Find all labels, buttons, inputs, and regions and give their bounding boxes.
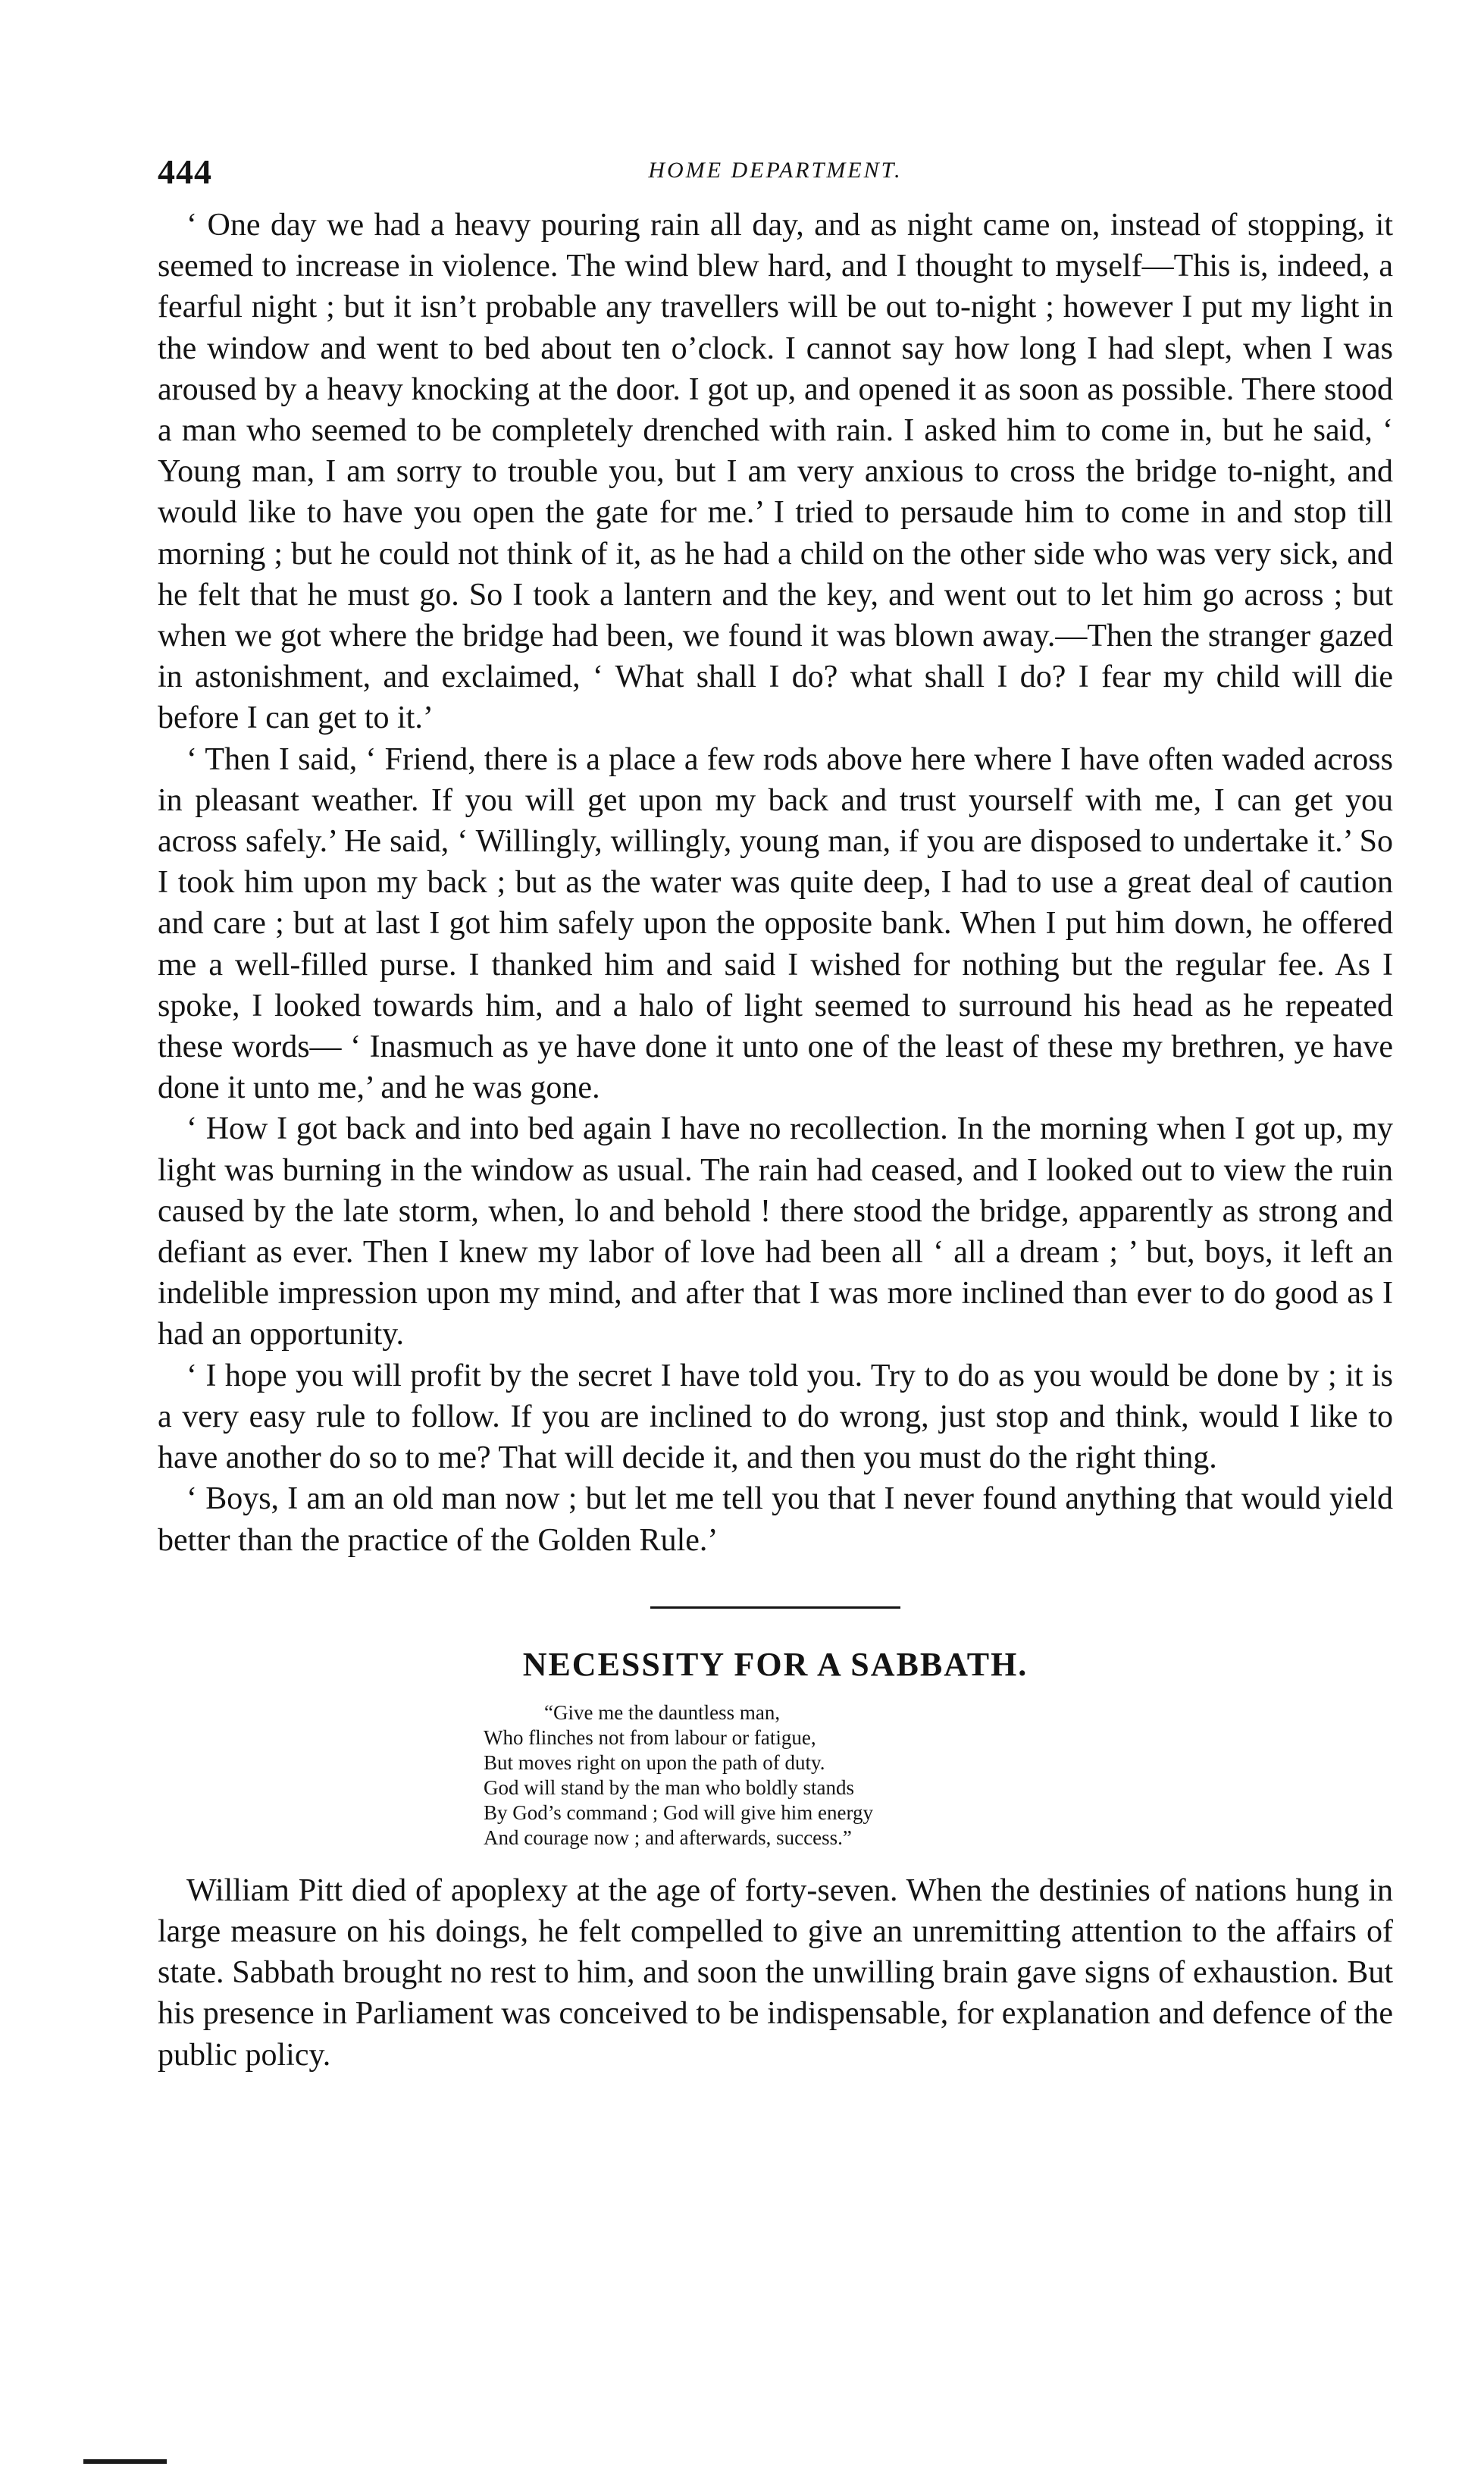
epigraph-line: And courage now ; and afterwards, success.” — [484, 1825, 852, 1849]
section-divider — [650, 1606, 900, 1609]
epigraph-line: By God’s command ; God will give him energy — [484, 1800, 873, 1824]
epigraph — [484, 1700, 1393, 1851]
footer-rule — [83, 2459, 167, 2464]
epigraph-line: But moves right on upon the path of duty. — [484, 1750, 825, 1774]
story-paragraph: ‘ One day we had a heavy pouring rain all day, and as night came on, instead of stopping, it seemed to increase in violence. The wind blew hard, and I thought to myself—This is, indeed, a fearful night ; but it isn’t probable any travellers will be out to-night ; however I put my light in the window and went to bed about ten o’clock. I cannot say how long I had slept, when I was aroused by a heavy knocking at the door. I got up, and opened it as soon as possible. There stood a man who seemed to be completely drenched with rain. I asked him to come in, but he said, ‘ Young man, I am sorry to trouble you, but I am very anxious to cross the bridge to-night, and would like to have you open the gate for me.’ I tried to persaude him to come in and stop till morning ; but he could not think of it, as he had a child on the other side who was very sick, and he felt that he must go. So I took a lantern and the key, and went out to let him go across ; but when we got where the bridge had been, we found it was blown away.—Then the stranger gazed in astonishment, and exclaimed, ‘ What shall I do? what shall I do? I fear my child will die before I can get to it.’ — [158, 208, 1393, 736]
running-head: HOME DEPARTMENT. — [648, 158, 903, 183]
page-number: 444 — [158, 152, 212, 191]
epigraph-line: “Give me the dauntless man, — [544, 1700, 781, 1724]
epigraph-line: God will stand by the man who boldly stands — [484, 1775, 854, 1799]
section-paragraph: William Pitt died of apoplexy at the age of forty-seven. When the destinies of nations hung in large measure on his doings, he felt compelled to give an unremitting attention to the affairs of state. Sabbath brought no rest to him, and soon the unwilling brain gave signs of exhaustion. But his presence in Parliament was conceived to be indispensable, for explanation and defence of the public policy. — [158, 1872, 1393, 2073]
section-title: NECESSITY FOR A SABBATH. — [522, 1645, 1028, 1683]
story-paragraph: ‘ I hope you will profit by the secret I have told you. Try to do as you would be done by ; it is a very easy rule to follow. If you are inclined to do wrong, just stop and think, would I like to have another do so to me? That will decide it, and then you must do the right thing. — [158, 1358, 1393, 1476]
page-header — [158, 152, 1393, 205]
book-page — [158, 152, 1393, 2076]
story-text — [158, 205, 1393, 1561]
story-paragraph: ‘ Then I said, ‘ Friend, there is a place a few rods above here where I have often waded across in pleasant weather. If you will get upon my back and trust yourself with me, I can get you across safely.’ He said, ‘ Willingly, willingly, young man, if you are disposed to undertake it.’ So I took him upon my back ; but as the water was quite deep, I had to use a great deal of caution and care ; but at last I got him safely upon the opposite bank. When I put him down, he offered me a well-filled purse. I thanked him and said I wished for nothing but the regular fee. As I spoke, I looked towards him, and a halo of light seemed to surround his head as he repeated these words— ‘ Inasmuch as ye have done it unto one of the least of these my brethren, ye have done it unto me,’ and he was gone. — [158, 741, 1393, 1106]
epigraph-line: Who flinches not from labour or fatigue, — [484, 1725, 816, 1749]
story-paragraph: ‘ Boys, I am an old man now ; but let me tell you that I never found anything that would yield better than the practice of the Golden Rule.’ — [158, 1481, 1393, 1558]
story-paragraph: ‘ How I got back and into bed again I have no recollection. In the morning when I got up, my light was burning in the window as usual. The rain had ceased, and I looked out to view the ruin caused by the late storm, when, lo and behold ! there stood the bridge, apparently as strong and defiant as ever. Then I knew my labor of love had been all ‘ all a dream ; ’ but, boys, it left an indelible impression upon my mind, and after that I was more inclined than ever to do good as I had an opportunity. — [158, 1111, 1393, 1352]
